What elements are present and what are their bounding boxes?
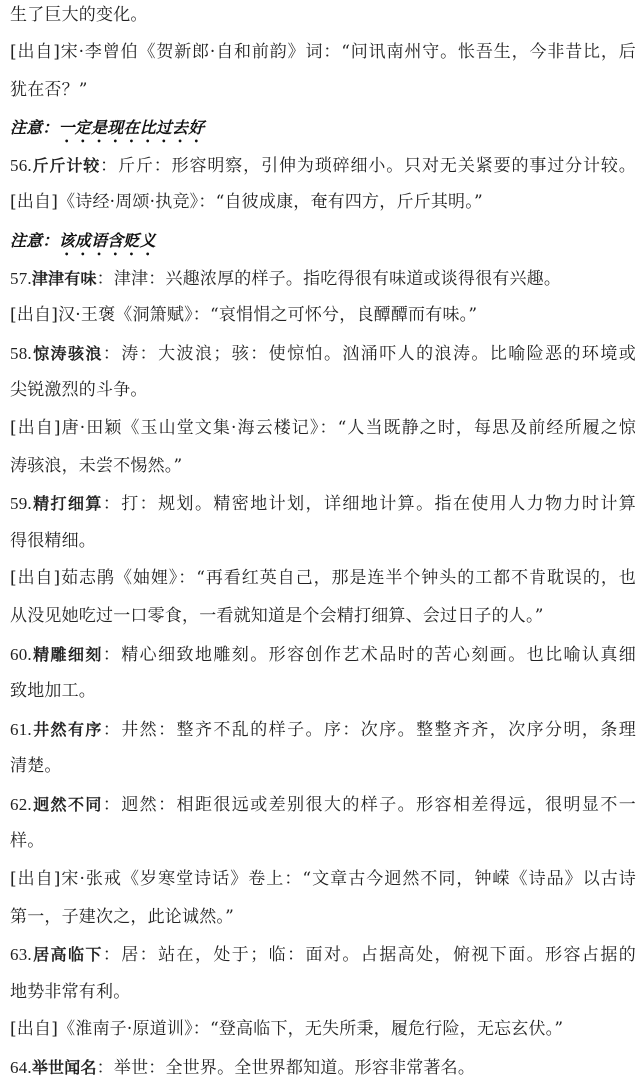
note-text: 一定是现在比过去好 [58, 118, 205, 138]
text-line [10, 899, 636, 937]
line-text: [出自]《诗经·周颂·执竞》：“自彼成康，奄有四方，斤斤其明。” [10, 192, 483, 213]
text-line [10, 448, 636, 486]
entry-number: 59. [10, 494, 32, 514]
entry-number: 56. [10, 155, 32, 175]
text-line [10, 0, 636, 34]
idiom-term: 斤斤计较 [31, 155, 101, 175]
idiom-entry-58 [10, 335, 636, 373]
line-text: 生了巨大的变化。 [10, 5, 148, 25]
idiom-definition: ：涛：大波浪；骇：使惊怕。汹涌吓人的浪涛。比喻险恶的环境或 [102, 343, 636, 364]
text-line [10, 823, 636, 861]
source-line [10, 410, 636, 448]
line-text: 犹在否？” [10, 79, 88, 100]
text-line [10, 72, 636, 110]
source-line [10, 34, 636, 72]
note-label: 注意： [10, 230, 59, 250]
idiom-term: 津津有味 [31, 268, 97, 288]
idiom-definition: ：居：站在，处于；临：面对。占据高处，俯视下面。形容占据的 [102, 945, 636, 966]
idiom-definition: ：精心细致地雕刻。形容创作艺术品时的苦心刻画。也比喻认真细 [102, 644, 636, 665]
entry-number: 58. [10, 343, 32, 363]
entry-number: 62. [10, 794, 32, 814]
idiom-definition: ：举世：全世界。全世界都知道。形容非常著名。 [96, 1058, 476, 1079]
document-page [10, 0, 636, 1087]
line-text: 样。 [10, 831, 45, 852]
entry-number: 63. [10, 945, 32, 965]
text-line [10, 598, 636, 636]
text-line [10, 523, 636, 561]
idiom-term: 迥然不同 [31, 794, 103, 814]
idiom-definition: ：打：规划。精密地计划，详细地计算。指在使用人力物力时计算 [102, 494, 636, 515]
line-text: 从没见她吃过一口零食，一看就知道是个会精打细算、会过日子的人。” [10, 605, 544, 626]
idiom-entry-59 [10, 485, 636, 523]
line-text: [出自]《淮南子·原道训》：“登高临下，无失所秉，履危行险，无忘玄伏。” [10, 1019, 564, 1040]
line-text: 得很精细。 [10, 530, 96, 551]
usage-note [10, 109, 636, 147]
idiom-term: 精雕细刻 [31, 644, 103, 664]
idiom-entry-56 [10, 147, 636, 185]
usage-note [10, 222, 636, 260]
line-text: 致地加工。 [10, 681, 96, 702]
entry-number: 64. [10, 1058, 32, 1078]
idiom-entry-62 [10, 786, 636, 824]
idiom-term: 惊涛骇浪 [31, 343, 103, 363]
idiom-term: 井然有序 [31, 719, 103, 739]
note-text: 该成语含贬义 [58, 230, 156, 250]
entry-number: 57. [10, 268, 32, 288]
line-text: [出自]宋·李曾伯《贺新郎·自和前韵》词：“问讯南州守。怅吾生，今非昔比，后 [10, 42, 636, 62]
idiom-definition: ：津津：兴趣浓厚的样子。指吃得很有味道或谈得很有兴趣。 [96, 268, 562, 289]
idiom-definition: ：斤斤：形容明察，引伸为琐碎细小。只对无关紧要的事过分计较。 [100, 155, 636, 176]
idiom-entry-63 [10, 936, 636, 974]
text-line [10, 372, 636, 410]
line-text: 地势非常有利。 [10, 981, 131, 1002]
idiom-definition: ：迥然：相距很远或差别很大的样子。形容相差得远，很明显不一 [102, 794, 636, 815]
idiom-entry-60 [10, 636, 636, 674]
idiom-entry-64 [10, 1049, 636, 1087]
line-text: [出自]宋·张戒《岁寒堂诗话》卷上：“文章古今迥然不同，钟嵘《诗品》以古诗 [10, 869, 636, 890]
line-text: [出自]汉·王褒《洞箫赋》：“哀悁悁之可怀兮，良醰醰而有味。” [10, 305, 478, 326]
source-line [10, 560, 636, 598]
idiom-term: 居高临下 [31, 945, 103, 965]
text-line [10, 748, 636, 786]
idiom-definition: ：井然：整齐不乱的样子。序：次序。整整齐齐，次序分明，条理 [102, 719, 636, 740]
line-text: 涛骇浪，未尝不惕然。” [10, 455, 183, 476]
entry-number: 60. [10, 644, 32, 664]
text-line [10, 673, 636, 711]
idiom-entry-61 [10, 711, 636, 749]
line-text: 第一，子建次之，此论诚然。” [10, 906, 234, 927]
source-line [10, 1011, 636, 1049]
idiom-term: 举世闻名 [31, 1058, 97, 1078]
note-label: 注意： [10, 118, 59, 138]
idiom-entry-57 [10, 260, 636, 298]
source-line [10, 297, 636, 335]
source-line [10, 861, 636, 899]
line-text: 清楚。 [10, 756, 62, 777]
line-text: 尖锐激烈的斗争。 [10, 380, 148, 401]
idiom-term: 精打细算 [31, 494, 103, 514]
line-text: [出自]唐·田颖《玉山堂文集·海云楼记》：“人当既静之时，每思及前经所履之惊 [10, 417, 636, 438]
line-text: [出自]茹志鹃《妯娌》：“再看红英自己，那是连半个钟头的工都不肯耽误的，也 [10, 568, 636, 589]
text-line [10, 974, 636, 1012]
entry-number: 61. [10, 719, 32, 739]
source-line [10, 184, 636, 222]
